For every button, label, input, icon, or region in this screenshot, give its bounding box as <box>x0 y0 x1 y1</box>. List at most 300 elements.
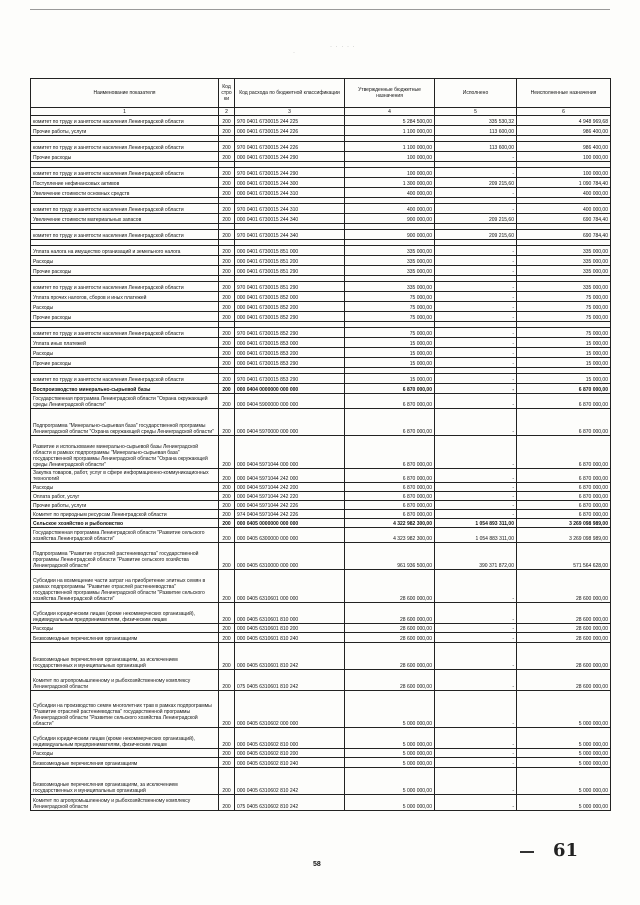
cell-line: 200 <box>219 204 235 214</box>
table-row <box>31 469 611 483</box>
cell-unexecuted: 1 090 784,40 <box>517 178 611 188</box>
cell-line: 200 <box>219 168 235 178</box>
table-row <box>31 384 611 394</box>
table-row <box>31 348 611 358</box>
table-row <box>31 256 611 266</box>
cell-approved: 75 000,00 <box>345 328 435 338</box>
cell-line: 200 <box>219 409 235 436</box>
cell-executed: - <box>435 338 517 348</box>
table-row <box>31 409 611 436</box>
col-number: 4 <box>345 108 435 116</box>
cell-name: Расходы <box>31 256 219 266</box>
cell-code: 000 0401 6730015 244 310 <box>235 188 345 198</box>
cell-name: Субсидии юридическим лицам (кроме некоммерческих организаций), индивидуальным предпринимателям, физическим лицам <box>31 728 219 749</box>
cell-line: 200 <box>219 384 235 394</box>
cell-unexecuted: 15 000,00 <box>517 338 611 348</box>
cell-approved: 5 000 000,00 <box>345 795 435 811</box>
cell-executed: - <box>435 758 517 768</box>
cell-unexecuted: 6 870 000,00 <box>517 436 611 469</box>
cell-name: Расходы <box>31 348 219 358</box>
cell-executed: 1 054 883 311,00 <box>435 528 517 543</box>
cell-name: Уплата прочих налогов, сборов и иных платежей <box>31 292 219 302</box>
cell-unexecuted: 28 600 000,00 <box>517 603 611 624</box>
table-row <box>31 633 611 643</box>
cell-line: 200 <box>219 256 235 266</box>
cell-approved: 100 000,00 <box>345 152 435 162</box>
table-row <box>31 204 611 214</box>
cell-executed: 209 215,60 <box>435 230 517 240</box>
cell-line: 200 <box>219 643 235 670</box>
cell-line: 200 <box>219 670 235 691</box>
cell-executed: - <box>435 670 517 691</box>
cell-code: 000 0404 5970000 000 000 <box>235 409 345 436</box>
cell-code: 000 0405 6310601 810 200 <box>235 624 345 633</box>
cell-executed: - <box>435 510 517 519</box>
cell-executed: - <box>435 358 517 368</box>
cell-unexecuted: 5 000 000,00 <box>517 691 611 728</box>
cell-unexecuted: 15 000,00 <box>517 374 611 384</box>
cell-name: Уплата налога на имущество организаций и земельного налога <box>31 246 219 256</box>
cell-line: 200 <box>219 142 235 152</box>
cell-unexecuted: 28 600 000,00 <box>517 570 611 603</box>
cell-code: 000 0404 5971044 000 000 <box>235 436 345 469</box>
cell-executed: 113 600,00 <box>435 142 517 152</box>
top-rule <box>30 9 610 10</box>
cell-name: Прочие расходы <box>31 266 219 276</box>
cell-approved: 1 100 000,00 <box>345 142 435 152</box>
cell-approved: 6 870 000,00 <box>345 483 435 492</box>
cell-line: 200 <box>219 758 235 768</box>
table-row <box>31 670 611 691</box>
cell-name: Уплата иных платежей <box>31 338 219 348</box>
cell-unexecuted: 571 564 628,00 <box>517 543 611 570</box>
cell-name: Безвозмездные перечисления организациям <box>31 758 219 768</box>
cell-line: 200 <box>219 469 235 483</box>
cell-approved: 75 000,00 <box>345 312 435 322</box>
cell-approved: 15 000,00 <box>345 348 435 358</box>
cell-executed: - <box>435 266 517 276</box>
cell-executed: - <box>435 152 517 162</box>
cell-name: Расходы <box>31 624 219 633</box>
cell-code: 000 0401 6730015 853 000 <box>235 338 345 348</box>
cell-executed: - <box>435 374 517 384</box>
table-row <box>31 758 611 768</box>
cell-executed: - <box>435 492 517 501</box>
cell-unexecuted: 3 269 098 989,00 <box>517 519 611 528</box>
cell-name: Расходы <box>31 483 219 492</box>
table-row <box>31 691 611 728</box>
table-row <box>31 543 611 570</box>
col-number: 2 <box>219 108 235 116</box>
cell-executed: - <box>435 292 517 302</box>
table-row <box>31 728 611 749</box>
cell-name: комитет по труду и занятости населения Ленинградской области <box>31 282 219 292</box>
column-number-row <box>31 108 611 116</box>
cell-executed: - <box>435 168 517 178</box>
cell-approved: 5 000 000,00 <box>345 768 435 795</box>
cell-approved: 75 000,00 <box>345 292 435 302</box>
table-row <box>31 178 611 188</box>
header-executed: Исполнено <box>435 79 517 108</box>
cell-line: 200 <box>219 126 235 136</box>
cell-approved: 5 284 500,00 <box>345 116 435 126</box>
cell-unexecuted: 15 000,00 <box>517 348 611 358</box>
cell-name: Комитет по природным ресурсам Ленинградской области <box>31 510 219 519</box>
cell-code: 000 0405 6310602 810 200 <box>235 749 345 758</box>
cell-executed: - <box>435 624 517 633</box>
cell-unexecuted: 400 000,00 <box>517 204 611 214</box>
cell-line: 200 <box>219 603 235 624</box>
table-row <box>31 152 611 162</box>
cell-line: 200 <box>219 348 235 358</box>
cell-name: Безвозмездные перечисления организациям <box>31 633 219 643</box>
cell-name: Подпрограмма "Минерально-сырьевая база" государственной программы Ленинградской области "Охрана окружающей среды Ленинградской области" <box>31 409 219 436</box>
cell-unexecuted: 986 400,00 <box>517 142 611 152</box>
table-row <box>31 338 611 348</box>
cell-executed: - <box>435 328 517 338</box>
cell-line: 200 <box>219 483 235 492</box>
cell-name: Поступление нефинансовых активов <box>31 178 219 188</box>
cell-approved: 335 000,00 <box>345 266 435 276</box>
table-row <box>31 374 611 384</box>
cell-unexecuted: 986 400,00 <box>517 126 611 136</box>
cell-name: комитет по труду и занятости населения Ленинградской области <box>31 116 219 126</box>
cell-name: Субсидии на производство семян многолетних трав в рамках подпрограммы "Развитие отраслей растениеводства" государственной программы Ленинградской области "Развитие сельского хозяйства Ленинградской области" <box>31 691 219 728</box>
cell-unexecuted: 335 000,00 <box>517 282 611 292</box>
cell-line: 200 <box>219 374 235 384</box>
cell-approved: 15 000,00 <box>345 338 435 348</box>
cell-unexecuted: 335 000,00 <box>517 266 611 276</box>
cell-name: Прочие расходы <box>31 358 219 368</box>
cell-line: 200 <box>219 691 235 728</box>
cell-code: 000 0401 6730015 853 290 <box>235 358 345 368</box>
table-row <box>31 394 611 409</box>
cell-code: 000 0401 6730015 244 226 <box>235 126 345 136</box>
cell-code: 075 0405 6310602 810 242 <box>235 795 345 811</box>
cell-name: Субсидии на возмещение части затрат на приобретение элитных семян в рамках подпрограммы "Развитие отраслей растениеводства" государственной программы Ленинградской области "Развитие сельского хозяйства Ленинградской области" <box>31 570 219 603</box>
cell-approved: 6 870 000,00 <box>345 436 435 469</box>
cell-name: Сельское хозяйство и рыболовство <box>31 519 219 528</box>
cell-approved: 28 600 000,00 <box>345 670 435 691</box>
cell-line: 200 <box>219 624 235 633</box>
cell-name: Государственная программа Ленинградской области "Развитие сельского хозяйства Ленинградской области" <box>31 528 219 543</box>
cell-unexecuted: 690 784,40 <box>517 230 611 240</box>
cell-executed: - <box>435 768 517 795</box>
cell-code: 970 0401 6730015 244 310 <box>235 204 345 214</box>
page-number: 58 <box>313 861 321 868</box>
cell-approved: 15 000,00 <box>345 358 435 368</box>
table-row <box>31 603 611 624</box>
cell-unexecuted: 400 000,00 <box>517 188 611 198</box>
table-row <box>31 246 611 256</box>
cell-name: Субсидии юридическим лицам (кроме некоммерческих организаций), индивидуальным предпринимателям, физическим лицам <box>31 603 219 624</box>
cell-unexecuted: 100 000,00 <box>517 168 611 178</box>
cell-line: 200 <box>219 312 235 322</box>
cell-unexecuted: 6 870 000,00 <box>517 469 611 483</box>
cell-code: 000 0404 5971044 242 000 <box>235 469 345 483</box>
cell-executed: - <box>435 483 517 492</box>
cell-line: 200 <box>219 338 235 348</box>
cell-executed: - <box>435 282 517 292</box>
cell-line: 200 <box>219 728 235 749</box>
cell-name: комитет по труду и занятости населения Ленинградской области <box>31 168 219 178</box>
cell-name: Закупка товаров, работ, услуг в сфере информационно-коммуникационных технологий <box>31 469 219 483</box>
cell-code: 970 0401 6730015 244 290 <box>235 168 345 178</box>
cell-line: 200 <box>219 358 235 368</box>
cell-approved: 75 000,00 <box>345 302 435 312</box>
cell-line: 200 <box>219 230 235 240</box>
cell-unexecuted: 335 000,00 <box>517 256 611 266</box>
cell-unexecuted: 75 000,00 <box>517 302 611 312</box>
table-row <box>31 328 611 338</box>
cell-executed: - <box>435 603 517 624</box>
cell-code: 970 0401 6730015 244 226 <box>235 142 345 152</box>
cell-name: Воспроизводство минерально-сырьевой базы <box>31 384 219 394</box>
cell-approved: 900 000,00 <box>345 214 435 224</box>
cell-code: 000 0404 5971044 242 200 <box>235 483 345 492</box>
cell-approved: 100 000,00 <box>345 168 435 178</box>
cell-name: комитет по труду и занятости населения Ленинградской области <box>31 328 219 338</box>
cell-executed: - <box>435 348 517 358</box>
cell-unexecuted: 6 870 000,00 <box>517 384 611 394</box>
cell-code: 000 0401 6730015 851 290 <box>235 266 345 276</box>
col-number: 3 <box>235 108 345 116</box>
cell-approved: 400 000,00 <box>345 204 435 214</box>
cell-executed: - <box>435 633 517 643</box>
table-row <box>31 312 611 322</box>
cell-code: 970 0401 6730015 852 290 <box>235 328 345 338</box>
header-code: Код расхода по бюджетной классификации <box>235 79 345 108</box>
cell-code: 000 0404 0000000 000 000 <box>235 384 345 394</box>
table-row <box>31 528 611 543</box>
table-row <box>31 358 611 368</box>
cell-line: 200 <box>219 501 235 510</box>
cell-approved: 15 000,00 <box>345 374 435 384</box>
header-line: Код стро ки <box>219 79 235 108</box>
cell-name: Развитие и использование минерально-сырьевой базы Ленинградской области в рамках подпрограммы "Минерально-сырьевая база" государственной программы Ленинградской области "Охрана окружающей среды Ленинградской области" <box>31 436 219 469</box>
cell-line: 200 <box>219 543 235 570</box>
cell-executed: - <box>435 436 517 469</box>
table-row <box>31 492 611 501</box>
cell-unexecuted: 28 600 000,00 <box>517 633 611 643</box>
cell-line: 200 <box>219 266 235 276</box>
cell-code: 000 0405 6310601 810 000 <box>235 603 345 624</box>
cell-code: 974 0404 5971044 242 226 <box>235 510 345 519</box>
cell-approved: 5 000 000,00 <box>345 691 435 728</box>
cell-line: 200 <box>219 214 235 224</box>
cell-line: 200 <box>219 633 235 643</box>
cell-name: комитет по труду и занятости населения Ленинградской области <box>31 374 219 384</box>
cell-approved: 5 000 000,00 <box>345 728 435 749</box>
cell-approved: 335 000,00 <box>345 256 435 266</box>
cell-approved: 6 870 000,00 <box>345 394 435 409</box>
header-unexecuted: Неисполненные назначения <box>517 79 611 108</box>
cell-executed: - <box>435 469 517 483</box>
cell-approved: 400 000,00 <box>345 188 435 198</box>
table-row <box>31 302 611 312</box>
cell-approved: 335 000,00 <box>345 246 435 256</box>
cell-line: 200 <box>219 510 235 519</box>
cell-code: 000 0401 6730015 853 200 <box>235 348 345 358</box>
cell-code: 970 0401 6730015 851 290 <box>235 282 345 292</box>
cell-line: 200 <box>219 749 235 758</box>
cell-name: Подпрограмма "Развитие отраслей растениеводства" государственной программы Ленинградской области "Развитие сельского хозяйства Ленинградской области" <box>31 543 219 570</box>
cell-approved: 5 000 000,00 <box>345 758 435 768</box>
table-header <box>31 79 611 108</box>
cell-executed: 209 215,60 <box>435 214 517 224</box>
table-row <box>31 142 611 152</box>
table-row <box>31 214 611 224</box>
cell-name: комитет по труду и занятости населения Ленинградской области <box>31 142 219 152</box>
header-approved: Утвержденные бюджетные назначения <box>345 79 435 108</box>
col-number: 5 <box>435 108 517 116</box>
table-row <box>31 188 611 198</box>
table-row <box>31 519 611 528</box>
cell-name: Прочие работы, услуги <box>31 501 219 510</box>
cell-unexecuted: 75 000,00 <box>517 312 611 322</box>
cell-code: 000 0405 6310601 810 242 <box>235 643 345 670</box>
table-body <box>31 116 611 811</box>
cell-code: 000 0404 5900000 000 000 <box>235 394 345 409</box>
table-row <box>31 436 611 469</box>
handwritten-page-number: 61 <box>553 840 579 861</box>
cell-code: 970 0401 6730015 853 290 <box>235 374 345 384</box>
cell-executed: - <box>435 795 517 811</box>
cell-executed: - <box>435 570 517 603</box>
cell-approved: 28 600 000,00 <box>345 570 435 603</box>
cell-unexecuted: 28 600 000,00 <box>517 670 611 691</box>
cell-approved: 28 600 000,00 <box>345 643 435 670</box>
handwritten-dash <box>520 851 534 853</box>
table-row <box>31 116 611 126</box>
cell-code: 000 0405 6310000 000 000 <box>235 543 345 570</box>
cell-approved: 28 600 000,00 <box>345 624 435 633</box>
cell-line: 200 <box>219 394 235 409</box>
budget-table <box>30 78 611 811</box>
cell-unexecuted: 5 000 000,00 <box>517 749 611 758</box>
cell-unexecuted: 6 870 000,00 <box>517 409 611 436</box>
cell-approved: 900 000,00 <box>345 230 435 240</box>
cell-code: 000 0401 6730015 851 000 <box>235 246 345 256</box>
table-row <box>31 168 611 178</box>
cell-line: 200 <box>219 292 235 302</box>
cell-code: 000 0404 5971044 242 226 <box>235 501 345 510</box>
cell-code: 000 0405 6310601 810 240 <box>235 633 345 643</box>
cell-line: 200 <box>219 768 235 795</box>
cell-line: 200 <box>219 519 235 528</box>
cell-unexecuted: 6 870 000,00 <box>517 510 611 519</box>
cell-code: 000 0405 6310602 810 242 <box>235 768 345 795</box>
cell-executed: - <box>435 691 517 728</box>
cell-line: 200 <box>219 282 235 292</box>
cell-name: комитет по труду и занятости населения Ленинградской области <box>31 204 219 214</box>
table-row <box>31 643 611 670</box>
cell-executed: - <box>435 384 517 394</box>
cell-executed: - <box>435 728 517 749</box>
cell-approved: 6 870 000,00 <box>345 469 435 483</box>
cell-approved: 6 870 000,00 <box>345 409 435 436</box>
cell-code: 075 0405 6310601 810 242 <box>235 670 345 691</box>
table-row <box>31 768 611 795</box>
table-row <box>31 292 611 302</box>
faint-mark: · <box>293 50 295 56</box>
cell-unexecuted: 6 870 000,00 <box>517 483 611 492</box>
cell-name: Расходы <box>31 302 219 312</box>
table-row <box>31 483 611 492</box>
cell-approved: 5 000 000,00 <box>345 749 435 758</box>
cell-code: 000 0401 6730015 852 200 <box>235 302 345 312</box>
cell-line: 200 <box>219 302 235 312</box>
cell-unexecuted: 75 000,00 <box>517 328 611 338</box>
faint-stamp: · · · · · <box>330 44 356 50</box>
cell-name: Прочие расходы <box>31 312 219 322</box>
cell-unexecuted: 4 948 969,68 <box>517 116 611 126</box>
cell-approved: 961 936 500,00 <box>345 543 435 570</box>
cell-code: 000 0401 6730015 244 290 <box>235 152 345 162</box>
cell-executed: - <box>435 256 517 266</box>
table-row <box>31 749 611 758</box>
cell-name: Оплата работ, услуг <box>31 492 219 501</box>
cell-approved: 6 870 000,00 <box>345 501 435 510</box>
cell-code: 000 0401 6730015 852 290 <box>235 312 345 322</box>
table-row <box>31 266 611 276</box>
table-row <box>31 624 611 633</box>
table-row <box>31 282 611 292</box>
table-row <box>31 126 611 136</box>
cell-name: Увеличение стоимости основных средств <box>31 188 219 198</box>
cell-executed: 113 600,00 <box>435 126 517 136</box>
cell-executed: - <box>435 501 517 510</box>
cell-name: Прочие работы, услуги <box>31 126 219 136</box>
col-number: 1 <box>31 108 219 116</box>
cell-line: 200 <box>219 528 235 543</box>
cell-unexecuted: 3 269 098 989,00 <box>517 528 611 543</box>
cell-unexecuted: 690 784,40 <box>517 214 611 224</box>
cell-code: 000 0401 6730015 852 000 <box>235 292 345 302</box>
cell-code: 000 0405 6310601 000 000 <box>235 570 345 603</box>
cell-line: 200 <box>219 795 235 811</box>
cell-code: 970 0401 6730015 244 340 <box>235 230 345 240</box>
cell-unexecuted: 5 000 000,00 <box>517 768 611 795</box>
cell-unexecuted: 28 600 000,00 <box>517 643 611 670</box>
cell-name: Комитет по агропромышленному и рыбохозяйственному комплексу Ленинградской области <box>31 795 219 811</box>
cell-approved: 28 600 000,00 <box>345 633 435 643</box>
cell-approved: 4 322 982 300,00 <box>345 519 435 528</box>
cell-approved: 1 300 000,00 <box>345 178 435 188</box>
cell-code: 000 0405 6310602 000 000 <box>235 691 345 728</box>
cell-code: 000 0401 6730015 244 300 <box>235 178 345 188</box>
cell-line: 200 <box>219 246 235 256</box>
cell-code: 000 0401 6730015 244 340 <box>235 214 345 224</box>
cell-approved: 6 870 000,00 <box>345 510 435 519</box>
cell-line: 200 <box>219 570 235 603</box>
cell-unexecuted: 6 870 000,00 <box>517 492 611 501</box>
table-row <box>31 795 611 811</box>
cell-code: 000 0405 6310602 810 000 <box>235 728 345 749</box>
cell-line: 200 <box>219 116 235 126</box>
cell-approved: 335 000,00 <box>345 282 435 292</box>
cell-approved: 6 870 000,00 <box>345 384 435 394</box>
cell-executed: - <box>435 312 517 322</box>
cell-executed: - <box>435 188 517 198</box>
cell-code: 000 0404 5971044 242 220 <box>235 492 345 501</box>
col-number: 6 <box>517 108 611 116</box>
cell-line: 200 <box>219 152 235 162</box>
cell-approved: 4 323 982 300,00 <box>345 528 435 543</box>
cell-unexecuted: 6 870 000,00 <box>517 501 611 510</box>
cell-executed: 335 530,32 <box>435 116 517 126</box>
cell-line: 200 <box>219 328 235 338</box>
